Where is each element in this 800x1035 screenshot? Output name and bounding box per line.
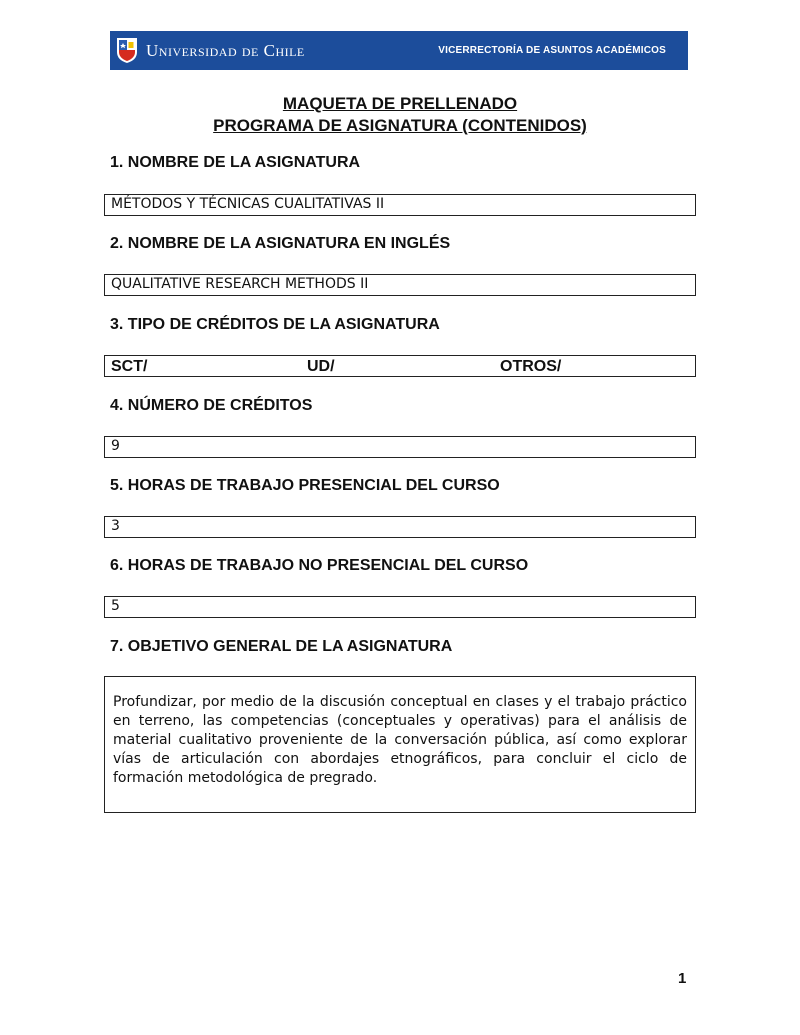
- credit-count-field: 9: [104, 436, 696, 458]
- credit-type-field: [104, 355, 696, 377]
- sct-label: SCT/: [111, 358, 148, 375]
- in-person-hours-field: 3: [104, 516, 696, 538]
- section-5-heading: 5. HORAS DE TRABAJO PRESENCIAL DEL CURSO: [110, 477, 500, 494]
- ud-label: UD/: [307, 358, 335, 375]
- vicerrectoria-label: VICERRECTORÍA DE ASUNTOS ACADÉMICOS: [438, 45, 666, 56]
- document-title-line2: PROGRAMA DE ASIGNATURA (CONTENIDOS): [213, 116, 587, 135]
- section-2-heading: 2. NOMBRE DE LA ASIGNATURA EN INGLÉS: [110, 235, 451, 252]
- otros-label: OTROS/: [500, 358, 562, 375]
- course-name-english-field: QUALITATIVE RESEARCH METHODS II: [104, 274, 696, 296]
- remote-hours-field: 5: [104, 596, 696, 618]
- university-brand: [116, 37, 305, 64]
- section-4-heading: 4. NÚMERO DE CRÉDITOS: [110, 397, 313, 414]
- header-banner: [110, 31, 688, 70]
- page-number: 1: [678, 970, 687, 987]
- university-name: Universidad de Chile: [146, 40, 305, 60]
- document-title-line1: MAQUETA DE PRELLENADO: [282, 94, 518, 113]
- general-objective-field: Profundizar, por medio de la discusión conceptual en clases y el trabajo práctico en terreno, las competencias (conceptuales y operativas) para el análisis de material cualitativo proveniente de la conversación pública, así como explorar vías de articulación con abordajes etnográficos, para concluir el ciclo de formación metodológica de pregrado.: [104, 676, 696, 813]
- university-shield-icon: [116, 37, 138, 64]
- course-name-field: MÉTODOS Y TÉCNICAS CUALITATIVAS II: [104, 194, 696, 216]
- section-6-heading: 6. HORAS DE TRABAJO NO PRESENCIAL DEL CURSO: [110, 557, 529, 574]
- section-7-heading: 7. OBJETIVO GENERAL DE LA ASIGNATURA: [110, 638, 453, 655]
- section-1-heading: 1. NOMBRE DE LA ASIGNATURA: [110, 154, 361, 171]
- section-3-heading: 3. TIPO DE CRÉDITOS DE LA ASIGNATURA: [110, 316, 440, 333]
